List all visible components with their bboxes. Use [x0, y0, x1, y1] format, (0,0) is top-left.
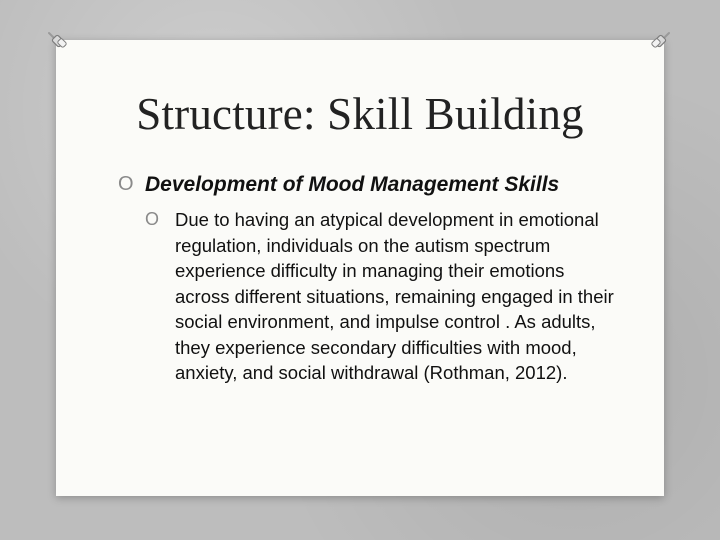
sub-bullet-list	[145, 207, 658, 386]
push-pin-icon	[648, 28, 674, 54]
bullet-list	[118, 170, 658, 386]
bullet-item	[118, 170, 658, 386]
push-pin-icon	[44, 28, 70, 54]
bullet-text: Development of Mood Management Skills	[145, 173, 560, 196]
sub-bullet-item	[145, 207, 615, 386]
sub-bullet-marker: O	[145, 209, 160, 229]
sub-bullet-text: Due to having an atypical development in emotional regulation, individuals on the autism spectrum experience difficulty in managing their emotions across different situations, remaining engaged in their social environment, and impulse control . As adults, they experience secondary difficulties with mood, anxiety, and social withdrawal (Rothman, 2012).	[175, 209, 614, 383]
slide-title: Structure: Skill Building	[136, 89, 584, 139]
bullet-marker: O	[118, 173, 134, 195]
